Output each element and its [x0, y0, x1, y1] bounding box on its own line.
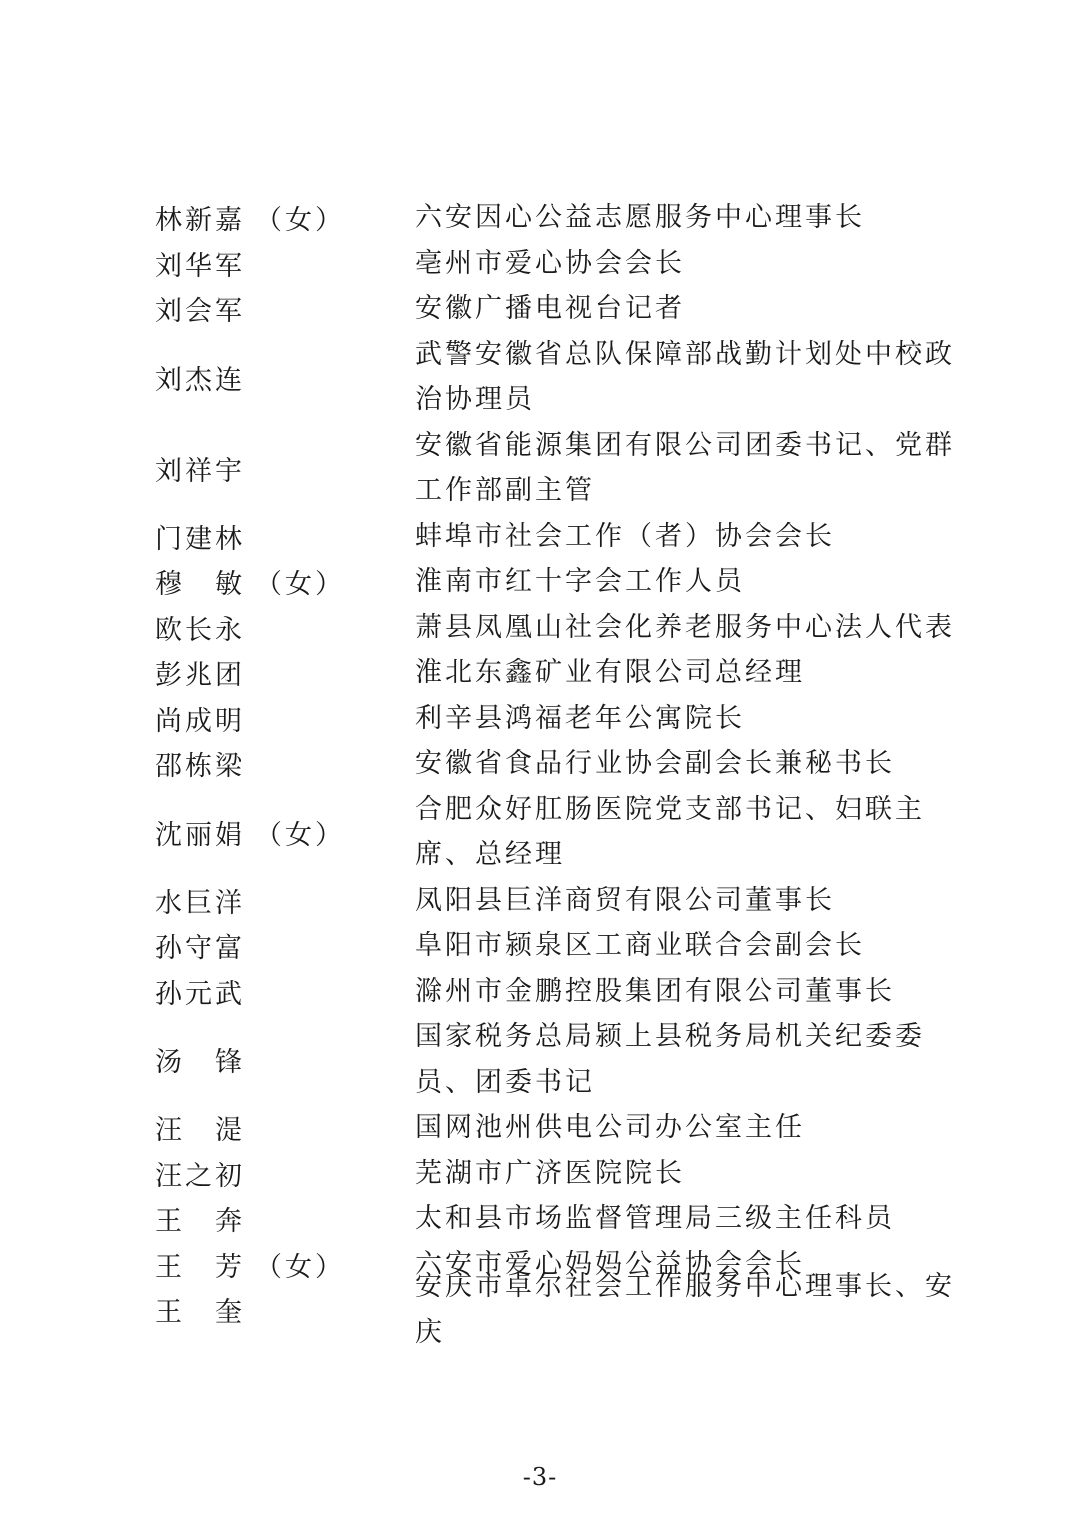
- person-name: 刘华军: [155, 250, 245, 282]
- name-list: [155, 195, 970, 1348]
- gender-note: （女）: [255, 205, 345, 237]
- list-item: [155, 741, 970, 787]
- list-item: [155, 1151, 970, 1197]
- person-name: 邵栋梁: [155, 751, 245, 783]
- person-name: 欧长永: [155, 614, 245, 646]
- list-item: [155, 696, 970, 742]
- person-title: 蚌埠市社会工作（者）协会会长: [415, 520, 835, 552]
- list-item: [155, 650, 970, 696]
- person-title: 凤阳县巨洋商贸有限公司董事长: [415, 884, 835, 916]
- list-item: [155, 241, 970, 287]
- person-name: 刘杰连: [155, 364, 245, 396]
- person-title: 安徽省能源集团有限公司团委书记、党群工作部副主管: [415, 429, 955, 506]
- person-title: 滁州市金鹏控股集团有限公司董事长: [415, 975, 895, 1007]
- person-title: 淮南市红十字会工作人员: [415, 566, 745, 597]
- person-title: 安徽广播电视台记者: [415, 293, 685, 324]
- list-item: [155, 1014, 970, 1105]
- person-name: 孙元武: [155, 978, 245, 1010]
- person-title: 利辛县鸿福老年公寓院长: [415, 702, 745, 734]
- person-title: 安徽省食品行业协会副会长兼秘书长: [415, 748, 895, 779]
- list-item: [155, 1105, 970, 1151]
- person-name: 刘祥宇: [155, 455, 245, 487]
- person-name: 门建林: [155, 523, 245, 555]
- list-item: [155, 195, 970, 241]
- person-name: 汪之初: [155, 1160, 245, 1192]
- gender-note: （女）: [255, 819, 345, 851]
- person-title: 芜湖市广济医院院长: [415, 1157, 685, 1189]
- person-name: 汪 湜: [155, 1115, 245, 1147]
- gender-note: （女）: [255, 569, 345, 601]
- person-title: 合肥众好肛肠医院党支部书记、妇联主席、总经理: [415, 793, 925, 870]
- person-title: 六安因心公益志愿服务中心理事长: [415, 202, 865, 233]
- list-item: [155, 332, 970, 423]
- list-item: [155, 286, 970, 332]
- person-name: 沈丽娟: [155, 819, 245, 851]
- person-title: 萧县凤凰山社会化养老服务中心法人代表: [415, 611, 955, 643]
- person-title: 阜阳市颍泉区工商业联合会副会长: [415, 930, 865, 961]
- person-name: 水巨洋: [155, 887, 245, 919]
- person-name: 王 奔: [155, 1206, 245, 1238]
- person-name: 尚成明: [155, 705, 245, 737]
- gender-note: （女）: [255, 1251, 345, 1283]
- person-name: 汤 锋: [155, 1047, 245, 1078]
- person-name: 林新嘉: [155, 205, 245, 237]
- person-title: 亳州市爱心协会会长: [415, 247, 685, 279]
- person-name: 刘会军: [155, 296, 245, 328]
- person-title: 国网池州供电公司办公室主任: [415, 1112, 805, 1143]
- list-item: [155, 969, 970, 1015]
- person-title: 太和县市场监督管理局三级主任科员: [415, 1203, 895, 1234]
- person-name: 彭兆团: [155, 660, 245, 692]
- person-title: 武警安徽省总队保障部战勤计划处中校政治协理员: [415, 338, 955, 415]
- person-title: 安庆市卓尔社会工作服务中心理事长、安庆: [415, 1271, 955, 1348]
- list-item: [155, 514, 970, 560]
- list-item: [155, 923, 970, 969]
- list-item: [155, 878, 970, 924]
- list-item: [155, 559, 970, 605]
- person-title: 六安市爱心妈妈公益协会会长: [415, 1248, 805, 1280]
- person-name: 王 奎: [155, 1297, 245, 1329]
- list-item: [155, 1271, 970, 1348]
- list-item: [155, 605, 970, 651]
- person-name: 孙守富: [155, 933, 245, 965]
- list-item: [155, 423, 970, 514]
- list-item: [155, 787, 970, 878]
- person-name: 穆 敏: [155, 569, 245, 601]
- person-title: 国家税务总局颍上县税务局机关纪委委员、团委书记: [415, 1021, 925, 1098]
- page-number: -3-: [522, 1463, 558, 1491]
- person-title: 淮北东鑫矿业有限公司总经理: [415, 657, 805, 688]
- person-name: 王 芳: [155, 1251, 245, 1283]
- list-item: [155, 1196, 970, 1242]
